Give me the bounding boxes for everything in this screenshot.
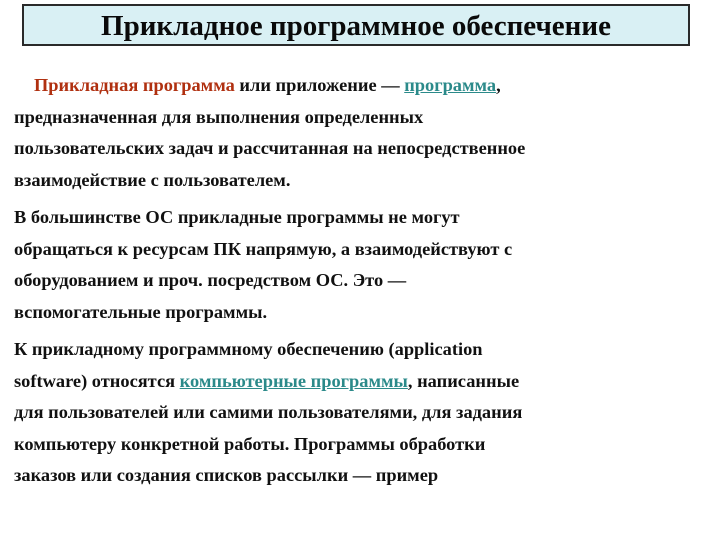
link-computer-programs[interactable]: компьютерные программы [179,370,408,391]
slide-title: Прикладное программное обеспечение [22,4,690,46]
text-line: оборудованием и проч. посредством ОС. Это — [14,270,407,290]
text-line: К прикладному программному обеспечению (application [14,339,483,359]
text-fragment: software) относятся [14,370,180,391]
text-line: обращаться к ресурсам ПК напрямую, а взаимодействуют с [14,238,513,259]
link-program[interactable]: программа [404,75,497,95]
paragraph-application-software [14,334,704,492]
text-fragment: , написанные [407,370,520,391]
text-line: предназначенная для выполнения определенных [14,106,424,127]
text-line: вспомогательные программы. [14,301,268,322]
text-line: В большинстве ОС прикладные программы не могут [14,207,460,227]
text-fragment: , [496,75,501,95]
text-line: заказов или создания списков рассылки — пример [14,465,439,485]
text-line: компьютеру конкретной работы. Программы обработки [14,433,486,454]
text-line: взаимодействие с пользователем. [14,169,291,190]
text-fragment: или приложение — [234,75,405,95]
text-line [14,70,704,102]
text-line: для пользователей или самими пользователями, для задания [14,402,523,422]
paragraph-definition [14,70,704,196]
paragraph-os-access [14,202,704,328]
term-applied-program: Прикладная программа [34,75,235,95]
slide-body [14,70,704,492]
text-line: пользовательских задач и рассчитанная на непосредственное [14,138,526,158]
text-line [14,366,704,398]
